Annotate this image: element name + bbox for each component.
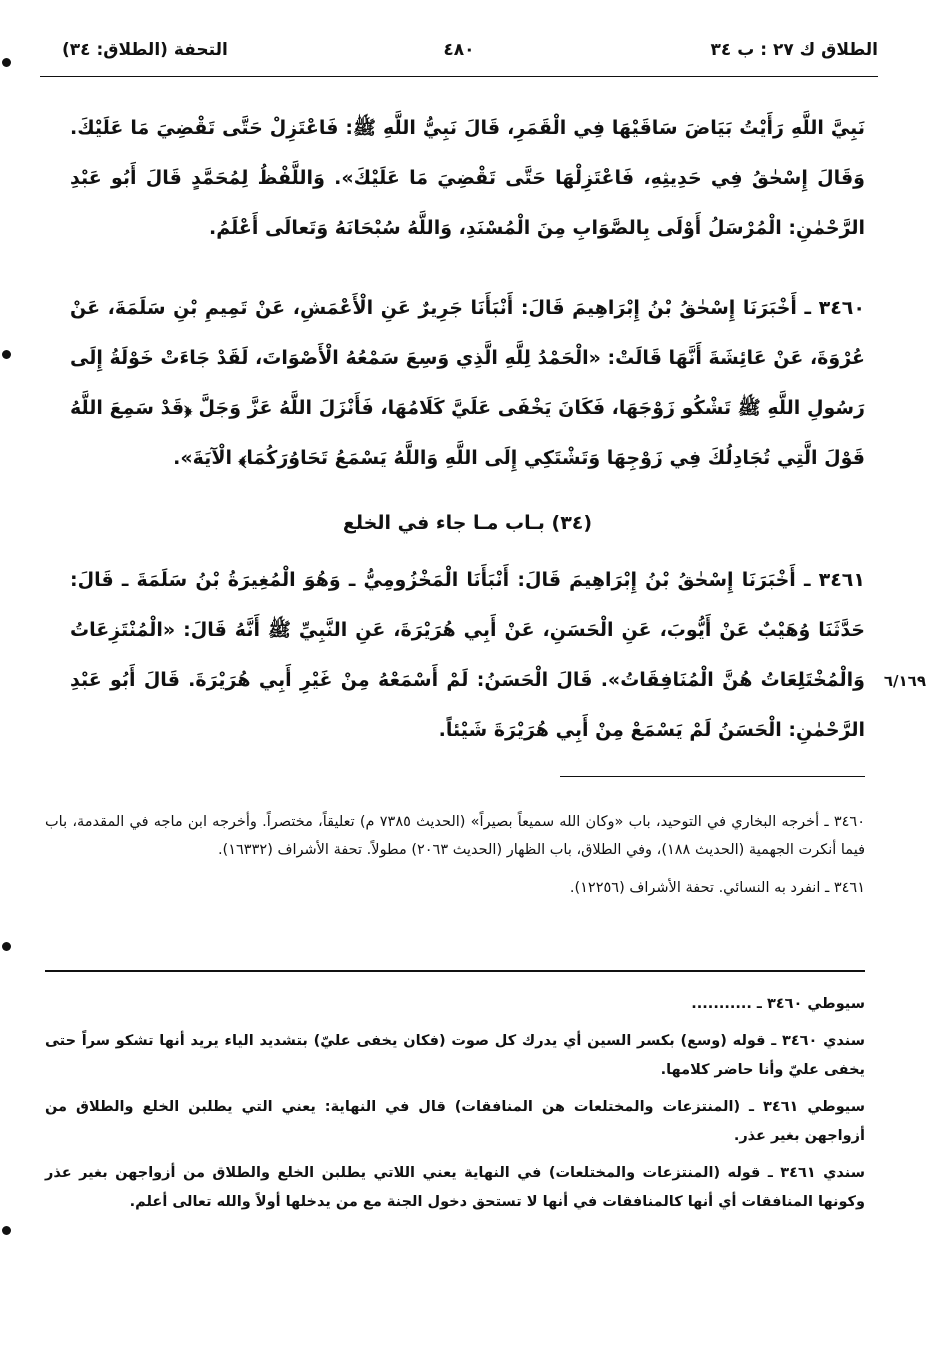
- footnote-3460: ٣٤٦٠ ـ أخرجه البخاري في التوحيد، باب «وكان الله سميعاً بصيراً» (الحديث ٧٣٨٥ م) تعليقاً، مختصراً. وأخرجه ابن ماجه في المقدمة، باب فيما أنكرت الجهمية (الحديث ١٨٨)، وفي الطلاق، باب الظهار (الحديث ٢٠٦٣) مطولاً. تحفة الأشراف (١٦٣٣٢).: [45, 814, 865, 858]
- commentary-sindi-3461: سندي ٣٤٦١ ـ قوله (المنتزعات والمختلعات) في النهاية يعني اللاتي يطلبن الخلع والطلاق من أزواجهن بغير عذر وكونها المنافقات أي أنها كالمنافقات في أنها لا تستحق دخول الجنة مع من يدخلها أولاً والله تعالى أعلم.: [45, 1165, 865, 1210]
- commentary-section: [45, 990, 865, 1225]
- footnote-3461: ٣٤٦١ ـ انفرد به النسائي. تحفة الأشراف (١٢٢٥٦).: [569, 880, 865, 896]
- margin-reference: ٦/١٦٩: [883, 672, 926, 690]
- chapter-title: (٣٤) بـاب مـا جاء في الخلع: [342, 512, 593, 534]
- hadith-paragraph-3461: ٣٤٦١ ـ أَخْبَرَنَا إِسْحٰقُ بْنُ إِبْرَاهِيمَ قَالَ: أَنْبَأَنَا الْمَخْزُومِيُّ ـ وَهُوَ الْمُغِيرَةُ بْنُ سَلَمَةَ ـ قَالَ: حَدَّثَنَا وُهَيْبٌ عَنْ أَيُّوبَ، عَنِ الْحَسَنِ، عَنْ أَبِي هُرَيْرَةَ، عَنِ النَّبِيِّ ﷺ أَنَّهُ قَالَ: «الْمُنْتَزِعَاتُ وَالْمُخْتَلِعَاتُ هُنَّ الْمُنَافِقَاتُ». قَالَ الْحَسَنُ: لَمْ أَسْمَعْهُ مِنْ غَيْرِ أَبِي هُرَيْرَةَ. قَالَ أَبُو عَبْدِ الرَّحْمٰنِ: الْحَسَنُ لَمْ يَسْمَعْ مِنْ أَبِي هُرَيْرَةَ شَيْئاً.: [70, 569, 865, 741]
- commentary-suyuti-3461: سيوطي ٣٤٦١ ـ (المنتزعات والمختلعات هن المنافقات) قال في النهاية: يعني التي يطلبن الخلع والطلاق من أزواجهن بغير عذر.: [45, 1099, 865, 1144]
- footnotes: [45, 808, 865, 912]
- scan-margin-mark: [2, 942, 11, 951]
- header-chapter-ref: الطلاق ك ٢٧ : ب ٣٤: [710, 40, 878, 60]
- scan-margin-mark: [2, 1226, 11, 1235]
- running-header: [40, 40, 878, 72]
- page-number: ٤٨٠: [443, 40, 475, 60]
- commentary-sindi-3460: سندي ٣٤٦٠ ـ قوله (وسع) بكسر السين أي يدرك كل صوت (فكان يخفى عليّ) بتشديد الياء يريد أنها تشكو سراً حتى يخفى عليّ وأنا حاضر كلامها.: [45, 1033, 865, 1078]
- scan-margin-mark: [2, 58, 11, 67]
- header-divider: [40, 76, 878, 77]
- commentary-suyuti-3460: سيوطي ٣٤٦٠ ـ ...........: [691, 996, 865, 1012]
- header-tuhfa-ref: التحفة (الطلاق: ٣٤): [62, 40, 228, 60]
- footnote-divider: [560, 776, 865, 777]
- hadith-paragraph-continuation: نَبِيَّ اللَّهِ رَأَيْتُ بَيَاضَ سَاقَيْهَا فِي الْقَمَرِ، قَالَ نَبِيُّ اللَّهِ ﷺ: فَاعْتَزِلْ حَتَّى تَقْضِيَ مَا عَلَيْكَ. وَقَالَ إِسْحٰقُ فِي حَدِيثِهِ، فَاعْتَزِلْهَا حَتَّى تَقْضِيَ مَا عَلَيْكَ». وَاللَّفْظُ لِمُحَمَّدٍ قَالَ أَبُو عَبْدِ الرَّحْمٰنِ: الْمُرْسَلُ أَوْلَى بِالصَّوَابِ مِنَ الْمُسْنَدِ، وَاللَّهُ سُبْحَانَهُ وَتَعالَى أَعْلَمُ.: [70, 117, 865, 239]
- commentary-divider: [45, 970, 865, 972]
- hadith-paragraph-3460: ٣٤٦٠ ـ أَخْبَرَنَا إِسْحٰقُ بْنُ إِبْرَاهِيمَ قَالَ: أَنْبَأَنَا جَرِيرٌ عَنِ الْأَعْمَشِ، عَنْ تَمِيمِ بْنِ سَلَمَةَ، عَنْ عُرْوَةَ، عَنْ عَائِشَةَ أَنَّهَا قَالَتْ: «الْحَمْدُ لِلَّهِ الَّذِي وَسِعَ سَمْعُهُ الْأَصْوَاتَ، لَقَدْ جَاءَتْ خَوْلَةُ إِلَى رَسُولِ اللَّهِ ﷺ تَشْكُو زَوْجَهَا، فَكَانَ يَخْفَى عَلَيَّ كَلَامُهَا، فَأَنْزَلَ اللَّهُ عَزَّ وَجَلَّ ﴿قَدْ سَمِعَ اللَّهُ قَوْلَ الَّتِي تُجَادِلُكَ فِي زَوْجِهَا وَتَشْتَكِي إِلَى اللَّهِ وَاللَّهُ يَسْمَعُ تَحَاوُرَكُمَا﴾ الْآيَةَ».: [70, 297, 865, 469]
- scan-margin-mark: [2, 350, 11, 359]
